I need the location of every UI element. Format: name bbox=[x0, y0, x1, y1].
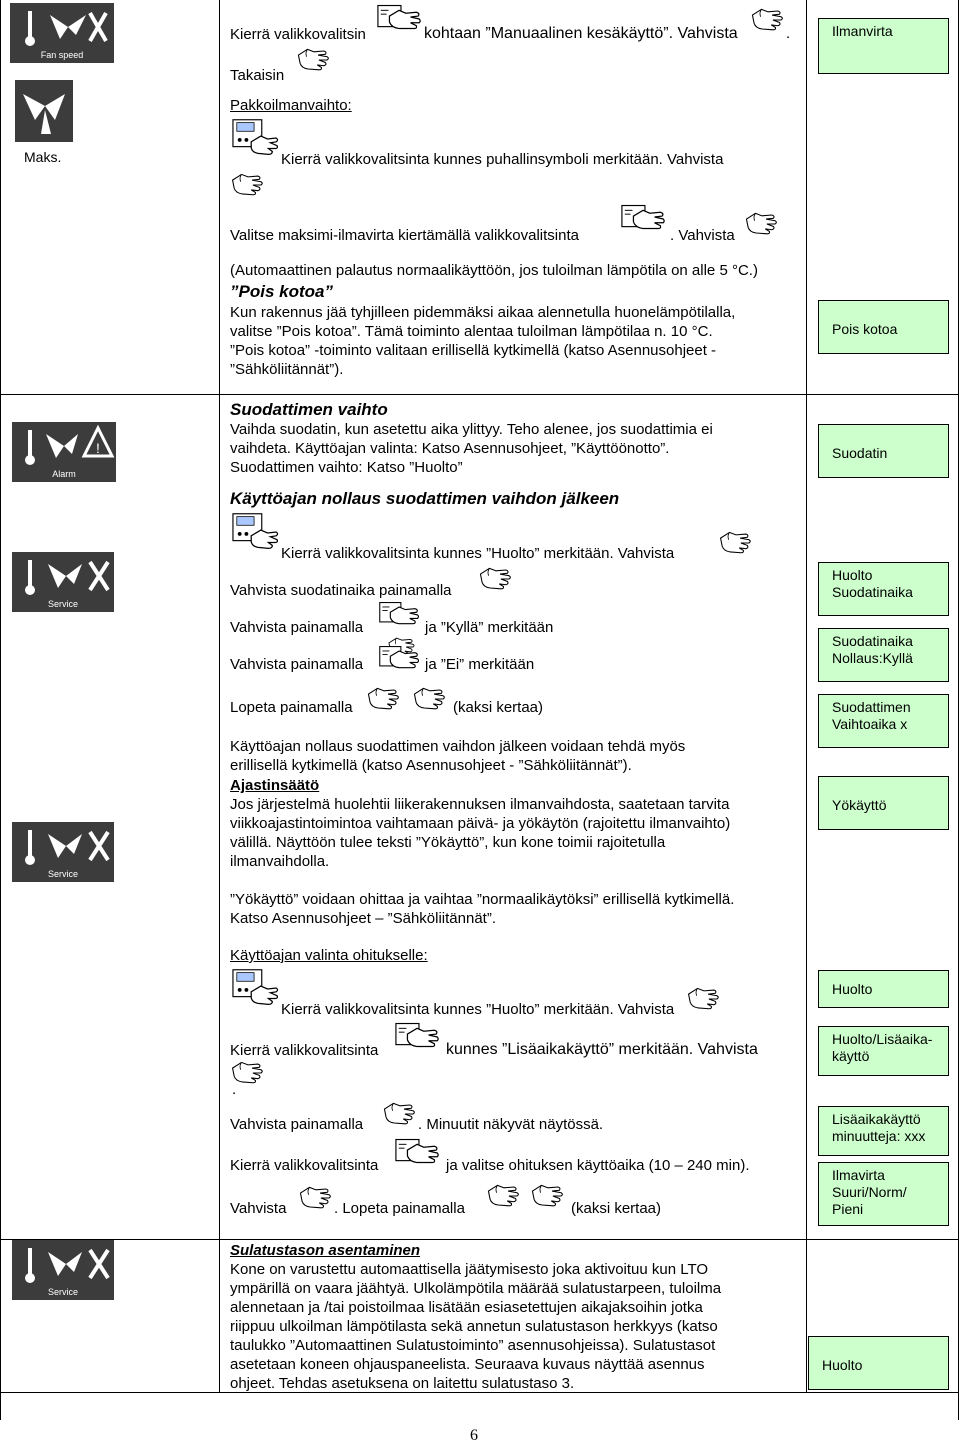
instruction-text: . Vahvista bbox=[670, 227, 735, 244]
section-heading: Sulatustason asentaminen bbox=[230, 1242, 421, 1259]
press-hand-icon bbox=[230, 172, 266, 198]
section-heading: Käyttöajan valinta ohitukselle: bbox=[230, 947, 428, 964]
body-text: Vaihda suodatin, kun asetettu aika ylittyy. Teho alenee, jos suodattimia ei bbox=[230, 421, 713, 438]
display-huolto: Huolto bbox=[818, 970, 949, 1008]
instruction-text: . Lopeta painamalla bbox=[334, 1200, 465, 1217]
panel-hand-icon bbox=[232, 512, 280, 552]
instruction-text: ja ”Kyllä” merkitään bbox=[425, 619, 554, 636]
section-heading: Ajastinsäätö bbox=[230, 777, 320, 794]
press-hand-icon bbox=[296, 44, 332, 76]
press-hand-icon bbox=[750, 6, 786, 34]
panel-hand-icon bbox=[232, 968, 280, 1008]
instruction-text: . bbox=[786, 25, 791, 42]
dial-hand-icon bbox=[376, 2, 424, 34]
body-text: Kun rakennus jää tyhjilleen pidemmäksi aikaa alennetulla huonelämpötilalla, bbox=[230, 304, 736, 321]
dial-hand-icon bbox=[620, 202, 668, 234]
instruction-text: Vahvista bbox=[230, 1200, 287, 1217]
display-suodatin: Suodatin bbox=[818, 424, 949, 478]
table-border-left bbox=[0, 0, 1, 1420]
instruction-text: Kierrä valikkovalitsinta kunnes ”Huolto” merkitään. Vahvista bbox=[281, 1001, 675, 1018]
body-text: Kone on varustettu automaattisella jäätymisesto joka aktivoituu kun LTO bbox=[230, 1261, 709, 1278]
body-text: vaihdeta. Käyttöajan valinta: Katso Asennusohjeet, ”Käyttöönotto”. bbox=[230, 440, 670, 457]
instruction-text: Kierrä valikkovalitsinta bbox=[230, 1157, 379, 1174]
body-text: asetetaan koneen ohjauspaneelista. Seuraava kuvaus näyttää asennus bbox=[230, 1356, 705, 1373]
row-divider bbox=[0, 394, 959, 395]
press-hand-icon bbox=[686, 986, 722, 1012]
instruction-text: Vahvista painamalla bbox=[230, 1116, 364, 1133]
panel-hand-icon bbox=[232, 118, 280, 158]
body-text: valitse ”Pois kotoa”. Tämä toiminto alentaa tuloilman lämpötilaa n. 10 °C. bbox=[230, 323, 713, 340]
table-divider-right bbox=[806, 0, 807, 1392]
instruction-text: Kierrä valikkovalitsinta kunnes puhallinsymboli merkitään. Vahvista bbox=[281, 151, 724, 168]
instruction-text: (kaksi kertaa) bbox=[453, 699, 544, 716]
table-border-right bbox=[958, 0, 959, 1420]
body-text: ohjeet. Tehdas asetuksena on laitettu sulatustaso 3. bbox=[230, 1375, 575, 1392]
press-hand-icon bbox=[718, 530, 754, 556]
body-text: Katso Asennusohjeet – ”Sähköliitännät”. bbox=[230, 910, 497, 927]
instruction-text: ja valitse ohituksen käyttöaika (10 – 240 min). bbox=[446, 1157, 750, 1174]
press-hand-icon bbox=[530, 1180, 566, 1212]
instruction-text: Vahvista painamalla bbox=[230, 619, 364, 636]
press-hand-icon bbox=[366, 684, 402, 714]
body-text: viikkoajastintoimintoa vaihtamaan päivä- ja yökäytön (rajoitettu ilmanvaihto) bbox=[230, 815, 731, 832]
press-hand-icon bbox=[382, 1100, 418, 1128]
instruction-text: Lopeta painamalla bbox=[230, 699, 353, 716]
row-divider bbox=[0, 1239, 959, 1240]
press-hand-icon bbox=[478, 564, 514, 594]
service-caption: Service bbox=[47, 869, 78, 879]
display-ilmavirta-valinta: Ilmavirta Suuri/Norm/ Pieni bbox=[818, 1162, 949, 1226]
display-yokaytto: Yökäyttö bbox=[818, 776, 949, 830]
body-text: Jos järjestelmä huolehtii liikerakennuksen ilmanvaihdosta, saatetaan tarvita bbox=[230, 796, 730, 813]
display-huolto-sulatus: Huolto bbox=[808, 1336, 949, 1390]
section-heading: ”Pois kotoa” bbox=[230, 282, 333, 301]
section-heading: Suodattimen vaihto bbox=[230, 400, 388, 419]
instruction-text: . Minuutit näkyvät näytössä. bbox=[418, 1116, 604, 1133]
instruction-text: Kierrä valikkovalitsinta kunnes ”Huolto” merkitään. Vahvista bbox=[281, 545, 675, 562]
instruction-text: Vahvista painamalla bbox=[230, 656, 364, 673]
body-text: alennetaan ja /tai poistoilmaa lisätään esiasetettujen aikajaksoihin jotka bbox=[230, 1299, 703, 1316]
table-divider-left bbox=[219, 0, 220, 1392]
dial-hand-icon bbox=[394, 1136, 442, 1168]
display-vaihtoaika: Suodattimen Vaihtoaika x bbox=[818, 694, 949, 748]
body-text: riippuu ulkoilman lämpötilasta sekä annetun sulatustason herkkyys (katso bbox=[230, 1318, 718, 1335]
body-text: Käyttöajan nollaus suodattimen vaihdon jälkeen voidaan tehdä myös bbox=[230, 738, 686, 755]
press-hand-icon bbox=[412, 684, 448, 714]
press-hand-icon bbox=[486, 1180, 522, 1212]
instruction-text: Vahvista suodatinaika painamalla bbox=[230, 582, 452, 599]
instruction-text: kunnes ”Lisäaikakäyttö” merkitään. Vahvista bbox=[446, 1041, 758, 1058]
section-heading: Pakkoilmanvaihto: bbox=[230, 97, 352, 114]
body-text: Suodattimen vaihto: Katso ”Huolto” bbox=[230, 459, 463, 476]
body-text: ympärillä on vaara jäähtyä. Ulkolämpötila määrää sulatustarpeen, tuloilma bbox=[230, 1280, 722, 1297]
instruction-text: . bbox=[232, 1081, 237, 1098]
maks-label: Maks. bbox=[24, 149, 62, 165]
dial-hand-icon bbox=[378, 642, 422, 674]
service-symbol bbox=[12, 822, 114, 882]
section-heading: Käyttöajan nollaus suodattimen vaihdon jälkeen bbox=[230, 489, 620, 508]
service-caption: Service bbox=[47, 1287, 78, 1297]
body-text: ilmanvaihdolla. bbox=[230, 853, 330, 870]
service-caption: Service bbox=[47, 599, 78, 609]
display-ilmanvirta: Ilmanvirta bbox=[818, 18, 949, 74]
body-text: välillä. Näyttöön tulee teksti ”Yökäyttö”, kun kone toimii rajoitetulla bbox=[230, 834, 666, 851]
body-text: taulukko ”Automaattinen Sulatustoiminto” asennusohjeissa). Sulatustasot bbox=[230, 1337, 716, 1354]
instruction-text: kohtaan ”Manuaalinen kesäkäyttö”. Vahvista bbox=[424, 25, 738, 42]
display-huolto-suodatinaika: Huolto Suodatinaika bbox=[818, 562, 949, 616]
fan-speed-caption: Fan speed bbox=[40, 50, 84, 60]
body-text: erillisellä kytkimellä (katso Asennusohjeet - ”Sähköliitännät”). bbox=[230, 757, 632, 774]
display-lisaaikakaytto: Huolto/Lisäaika- käyttö bbox=[818, 1026, 949, 1076]
instruction-text: Kierrä valikkovalitsin bbox=[230, 26, 366, 43]
alarm-caption: Alarm bbox=[52, 469, 76, 479]
instruction-text: (kaksi kertaa) bbox=[571, 1200, 662, 1217]
dial-hand-icon bbox=[394, 1020, 442, 1052]
display-pois-kotoa: Pois kotoa bbox=[818, 300, 949, 354]
instruction-text: Valitse maksimi-ilmavirta kiertämällä valikkovalitsinta bbox=[230, 227, 579, 244]
body-text: ”Yökäyttö” voidaan ohittaa ja vaihtaa ”normaalikäytöksi” erillisellä kytkimellä. bbox=[230, 891, 735, 908]
fan-max-symbol bbox=[15, 80, 73, 142]
takaisin-text: Takaisin bbox=[230, 67, 285, 84]
service-symbol bbox=[12, 552, 114, 612]
dial-hand-icon bbox=[378, 598, 422, 630]
press-hand-icon bbox=[744, 210, 780, 238]
alarm-symbol bbox=[12, 422, 116, 482]
display-minuutteja: Lisäaikakäyttö minuutteja: xxx bbox=[818, 1106, 949, 1156]
fan-speed-symbol bbox=[10, 3, 114, 63]
instruction-text: Kierrä valikkovalitsinta bbox=[230, 1042, 379, 1059]
svg-text:!: ! bbox=[96, 440, 100, 456]
instruction-text: ja ”Ei” merkitään bbox=[425, 656, 535, 673]
page-number: 6 bbox=[470, 1427, 478, 1444]
press-hand-icon bbox=[298, 1184, 334, 1212]
body-text: ”Sähköliitännät”). bbox=[230, 361, 344, 378]
instruction-text: (Automaattinen palautus normaalikäyttöön, jos tuloilman lämpötila on alle 5 °C.) bbox=[230, 262, 758, 279]
body-text: ”Pois kotoa” -toiminto valitaan erillisellä kytkimellä (katso Asennusohjeet - bbox=[230, 342, 717, 359]
display-nollaus: Suodatinaika Nollaus:Kyllä bbox=[818, 628, 949, 682]
service-symbol bbox=[12, 1240, 114, 1300]
